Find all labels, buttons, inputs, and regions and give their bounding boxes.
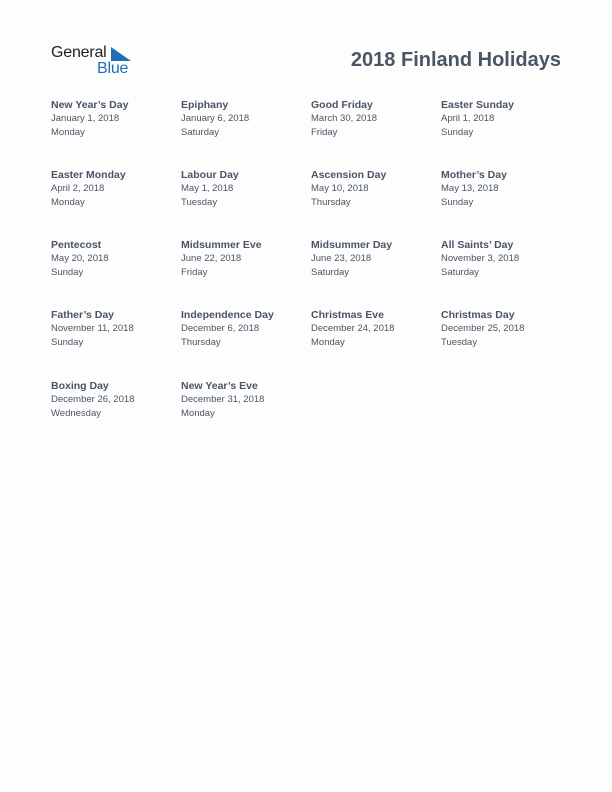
holiday-item [51,98,179,139]
holiday-date: December 31, 2018 [181,394,265,405]
holiday-item [51,308,179,349]
holiday-item [51,168,179,209]
holiday-name: Mother’s Day [441,169,507,181]
holiday-name: Pentecost [51,239,102,251]
holiday-name: Christmas Day [441,309,515,321]
holiday-name: Midsummer Eve [181,239,262,251]
holiday-weekday: Wednesday [51,407,101,419]
holiday-name: Epiphany [181,99,229,111]
holiday-item [311,308,439,349]
holiday-item [311,98,439,139]
holiday-weekday: Sunday [51,266,84,278]
holiday-item [181,168,309,209]
holiday-weekday: Saturday [181,126,220,138]
holiday-item [181,308,309,349]
holiday-weekday: Thursday [181,336,221,348]
holiday-weekday: Saturday [311,266,350,278]
holiday-name: Father’s Day [51,309,115,321]
holiday-weekday: Sunday [51,336,84,348]
holiday-weekday: Monday [181,407,215,419]
holiday-weekday: Saturday [441,266,480,278]
holiday-date: April 2, 2018 [51,183,105,194]
holiday-date: December 6, 2018 [181,323,260,334]
holiday-name: Easter Sunday [441,99,514,111]
holiday-item [441,98,569,139]
holiday-date: May 13, 2018 [441,183,499,194]
holiday-item [181,379,309,420]
holiday-name: Independence Day [181,309,274,321]
holiday-date: December 26, 2018 [51,394,135,405]
holiday-weekday: Monday [51,196,85,208]
holiday-weekday: Sunday [441,126,474,138]
holiday-date: November 3, 2018 [441,253,520,264]
holiday-name: Ascension Day [311,169,387,181]
holiday-name: Midsummer Day [311,239,393,251]
holiday-weekday: Tuesday [441,336,478,348]
holiday-item [51,379,179,420]
holiday-date: June 23, 2018 [311,253,372,264]
holiday-weekday: Sunday [441,196,474,208]
holiday-weekday: Friday [311,126,338,138]
holiday-item [311,238,439,279]
logo-word-general: General [51,44,107,61]
holiday-item [441,168,569,209]
holiday-item [181,238,309,279]
holiday-date: May 20, 2018 [51,253,109,264]
page-title: 2018 Finland Holidays [350,49,561,71]
holiday-weekday: Thursday [311,196,351,208]
holiday-date: March 30, 2018 [311,113,378,124]
holiday-name: All Saints’ Day [441,239,514,251]
holiday-weekday: Monday [311,336,345,348]
holiday-name: New Year’s Day [51,99,129,111]
holiday-item [311,168,439,209]
holiday-date: April 1, 2018 [441,113,495,124]
holiday-date: December 24, 2018 [311,323,395,334]
generalblue-logo [51,44,141,78]
holiday-date: May 1, 2018 [181,183,234,194]
holiday-item [51,238,179,279]
logo-triangle-icon [111,47,131,61]
holiday-weekday: Friday [181,266,208,278]
holiday-name: Christmas Eve [311,309,384,321]
holiday-date: May 10, 2018 [311,183,369,194]
holiday-name: Boxing Day [51,380,109,392]
holiday-date: January 1, 2018 [51,113,120,124]
holiday-date: December 25, 2018 [441,323,525,334]
holiday-item [441,238,569,279]
holiday-weekday: Monday [51,126,85,138]
holiday-name: Labour Day [181,169,239,181]
holiday-item [441,308,569,349]
holiday-name: Easter Monday [51,169,126,181]
holiday-name: Good Friday [311,99,373,111]
holiday-weekday: Tuesday [181,196,218,208]
holiday-date: January 6, 2018 [181,113,250,124]
holiday-date: June 22, 2018 [181,253,242,264]
logo-word-blue: Blue [97,60,129,77]
holiday-item [181,98,309,139]
holiday-name: New Year’s Eve [181,380,258,392]
holiday-date: November 11, 2018 [51,323,134,334]
